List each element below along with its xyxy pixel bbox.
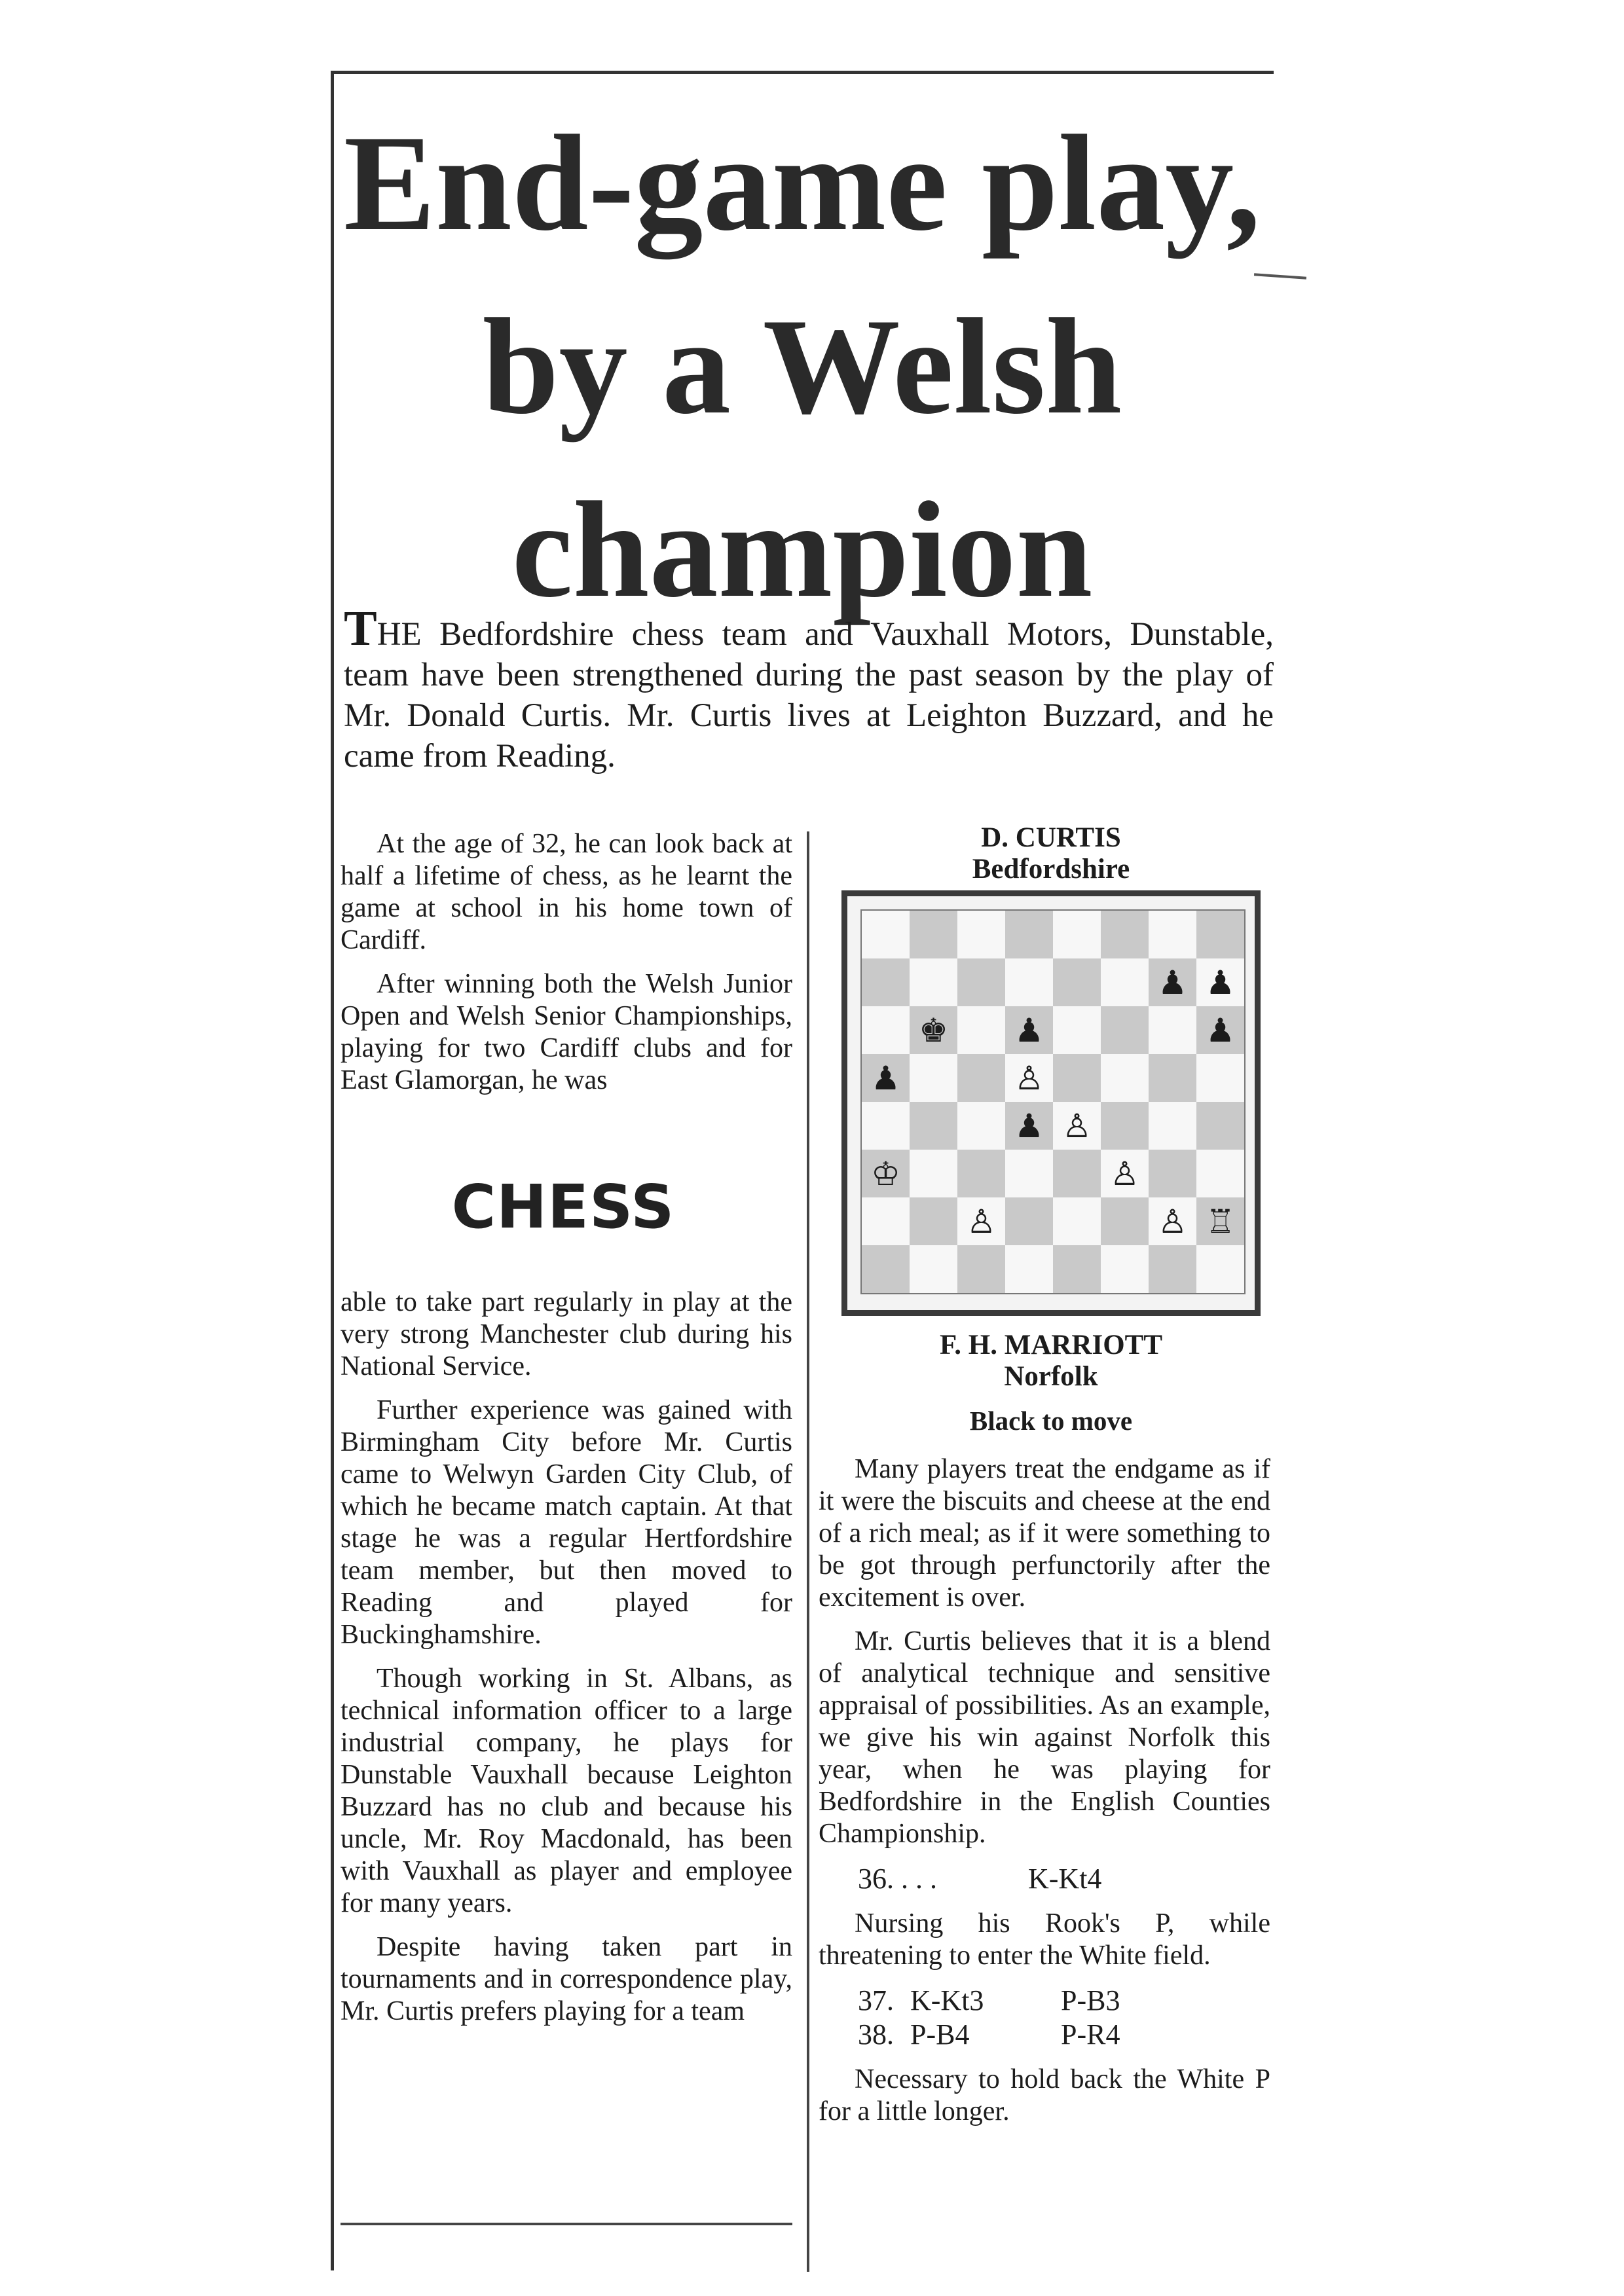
board-square <box>957 1245 1005 1293</box>
white-pawn-icon: ♙ <box>967 1202 996 1241</box>
white-pawn-icon: ♙ <box>1110 1154 1139 1193</box>
white-pawn-icon: ♙ <box>1062 1106 1092 1145</box>
diagram-bottom-player: F. H. MARRIOTT <box>939 1330 1163 1360</box>
board-square <box>910 911 957 958</box>
board-square <box>1196 1054 1244 1102</box>
board-square <box>1149 911 1196 958</box>
left-paragraph-4: Further experience was gained with Birmingham City before Mr. Curtis came to Welwyn Garden City Club, of which he became match captain. At that stage he was a regular Hertfordshire team member, but then moved to Reading and played for Buckinghamshire. <box>341 1395 792 1650</box>
white-rook-icon: ♖ <box>1206 1202 1235 1241</box>
move-number: 38. <box>858 2018 894 2050</box>
right-paragraph-3: Nursing his Rook's P, while threatening to enter the White field. <box>819 1908 1270 1971</box>
board-square <box>1101 1102 1149 1150</box>
board-square <box>1101 1245 1149 1293</box>
black-pawn-icon: ♟ <box>1014 1106 1044 1145</box>
board-square <box>910 1054 957 1102</box>
black-pawn-icon: ♟ <box>871 1059 900 1097</box>
board-square <box>1196 911 1244 958</box>
left-column-top <box>341 828 792 1108</box>
move-black: P-R4 <box>1061 2018 1120 2050</box>
board-square <box>1005 1054 1053 1102</box>
move-38 <box>858 2018 1270 2052</box>
right-paragraph-4: Necessary to hold back the White P for a little longer. <box>819 2064 1270 2126</box>
right-paragraph-2: Mr. Curtis believes that it is a blend of analytical technique and sensitive appraisal of possibilities. As an example, we give his win against Norfolk this year, when he was playing for Bedfordshire in the English Counties Championship. <box>819 1626 1270 1849</box>
board-square <box>910 1102 957 1150</box>
white-king-icon: ♔ <box>871 1154 900 1193</box>
chess-board <box>860 909 1246 1294</box>
board-square <box>1101 1006 1149 1054</box>
move-37 <box>858 1984 1270 2018</box>
board-square <box>1149 1150 1196 1197</box>
board-square <box>1196 1197 1244 1245</box>
board-square <box>1101 1150 1149 1197</box>
board-square <box>1101 958 1149 1006</box>
board-square <box>1005 1245 1053 1293</box>
board-square <box>1053 1150 1101 1197</box>
board-square <box>862 1150 910 1197</box>
board-square <box>1149 958 1196 1006</box>
board-square <box>862 1006 910 1054</box>
board-square <box>1053 1006 1101 1054</box>
board-square <box>957 1102 1005 1150</box>
left-paragraph-1: At the age of 32, he can look back at half a lifetime of chess, as he learnt the game at school in his home town of Cardiff. <box>341 829 792 955</box>
column-divider <box>807 831 809 2272</box>
move-black: P-B3 <box>1061 1984 1120 2016</box>
left-paragraph-6: Despite having taken part in tournaments and in correspondence play, Mr. Curtis prefers playing for a team <box>341 1932 792 2026</box>
board-square <box>910 958 957 1006</box>
board-square <box>910 1245 957 1293</box>
headline-line-2: by a Welsh <box>482 291 1122 443</box>
headline <box>334 92 1270 642</box>
board-square <box>957 1054 1005 1102</box>
board-square <box>862 911 910 958</box>
diagram-bottom-team: Norfolk <box>1004 1361 1098 1392</box>
move-white: P-B4 <box>910 2018 970 2050</box>
move-white: K-Kt3 <box>910 1984 984 2016</box>
board-square <box>1005 911 1053 958</box>
board-square <box>862 958 910 1006</box>
board-square <box>1053 958 1101 1006</box>
board-square <box>910 1197 957 1245</box>
right-column <box>819 1434 1270 2140</box>
white-pawn-icon: ♙ <box>1158 1202 1187 1241</box>
board-square <box>957 958 1005 1006</box>
black-pawn-icon: ♟ <box>1014 1011 1044 1049</box>
board-square <box>862 1054 910 1102</box>
intro-paragraph <box>344 601 1274 776</box>
board-square <box>957 1150 1005 1197</box>
white-pawn-icon: ♙ <box>1014 1059 1044 1097</box>
right-paragraph-1: Many players treat the endgame as if it were the biscuits and cheese at the end of a rich meal; as if it were something to be got through perfunctorily after the excitement is over. <box>819 1454 1270 1613</box>
left-paragraph-5: Though working in St. Albans, as technical information officer to a large industrial company, he plays for Dunstable Vauxhall because Leighton Buzzard has no club and because his uncle, Mr. Roy Macdonald, has been with Vauxhall as player and employee for many years. <box>341 1664 792 1918</box>
board-square <box>1053 1054 1101 1102</box>
diagram-top-team: Bedfordshire <box>972 854 1130 884</box>
board-square <box>1149 1245 1196 1293</box>
headline-line-3: champion <box>511 474 1093 626</box>
top-rule <box>331 71 1274 74</box>
board-square <box>1149 1006 1196 1054</box>
board-square <box>862 1245 910 1293</box>
board-square <box>1005 1006 1053 1054</box>
board-square <box>1196 1102 1244 1150</box>
drop-cap: T <box>344 601 377 656</box>
board-square <box>910 1150 957 1197</box>
intro-text: HE Bedfordshire chess team and Vauxhall Motors, Dunstable, team have been strengthened during the past season by the play of Mr. Donald Curtis. Mr. Curtis lives at Leighton Buzzard, and he came from Reading. <box>344 616 1274 774</box>
diagram-caption: Black to move <box>969 1406 1133 1436</box>
section-heading: CHESS <box>451 1172 675 1242</box>
black-pawn-icon: ♟ <box>1206 1011 1235 1049</box>
bottom-rule <box>341 2223 792 2225</box>
board-square <box>1101 1054 1149 1102</box>
left-paragraph-2: After winning both the Welsh Junior Open and Welsh Senior Championships, playing for two Cardiff clubs and for East Glamorgan, he was <box>341 969 792 1095</box>
board-square <box>1101 911 1149 958</box>
black-pawn-icon: ♟ <box>1206 963 1235 1002</box>
board-square <box>1149 1054 1196 1102</box>
board-square <box>957 1006 1005 1054</box>
left-paragraph-3: able to take part regularly in play at the very strong Manchester club during his National Service. <box>341 1287 792 1381</box>
board-square <box>1005 1102 1053 1150</box>
board-square <box>910 1006 957 1054</box>
move-number: 36. . . . <box>858 1863 937 1895</box>
board-square <box>1101 1197 1149 1245</box>
board-square <box>1005 1150 1053 1197</box>
left-column-bottom <box>341 1286 792 2039</box>
black-pawn-icon: ♟ <box>1158 963 1187 1002</box>
board-square <box>862 1197 910 1245</box>
board-square <box>862 1102 910 1150</box>
board-square <box>1196 1150 1244 1197</box>
board-square <box>1196 1245 1244 1293</box>
board-square <box>1196 958 1244 1006</box>
move-number: 37. <box>858 1984 894 2016</box>
board-square <box>1149 1102 1196 1150</box>
black-king-icon: ♚ <box>919 1011 948 1049</box>
board-square <box>957 911 1005 958</box>
board-square <box>1053 1197 1101 1245</box>
board-square <box>1053 911 1101 958</box>
move-black: K-Kt4 <box>1028 1863 1102 1895</box>
board-square <box>1149 1197 1196 1245</box>
board-square <box>1053 1245 1101 1293</box>
move-36 <box>858 1862 1270 1896</box>
board-square <box>1005 1197 1053 1245</box>
diagram-top-player: D. CURTIS <box>981 822 1121 853</box>
board-square <box>1196 1006 1244 1054</box>
board-square <box>1053 1102 1101 1150</box>
board-square <box>957 1197 1005 1245</box>
chess-diagram <box>841 890 1261 1316</box>
board-square <box>1005 958 1053 1006</box>
headline-line-1: End-game play, <box>343 107 1261 259</box>
